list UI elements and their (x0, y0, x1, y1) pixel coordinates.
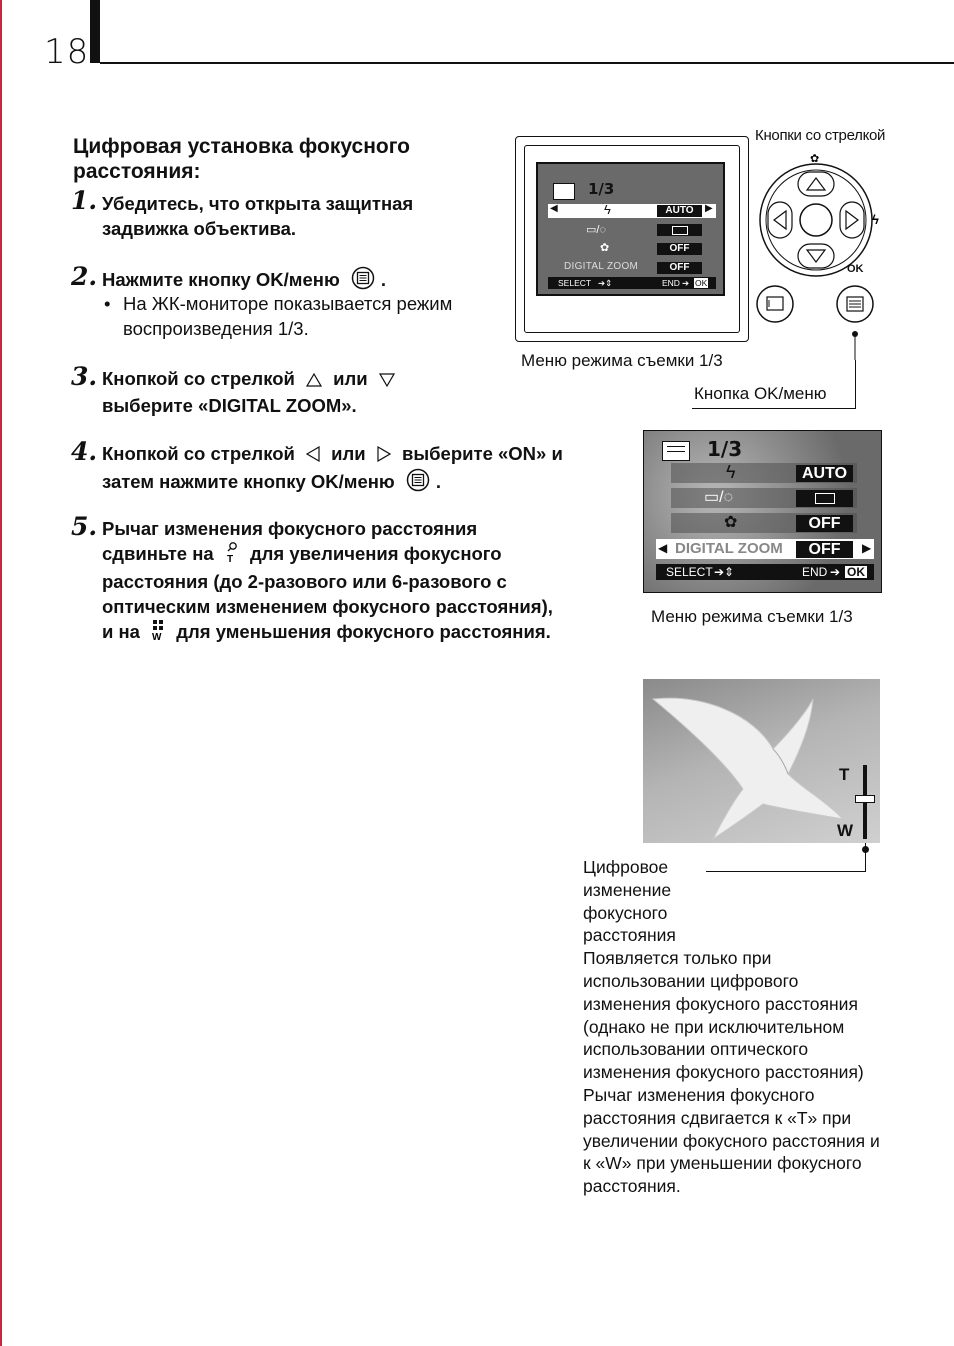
menu-page-indicator: 1/3 (588, 180, 615, 198)
step-3-text (102, 366, 482, 418)
end-label: END (662, 278, 680, 288)
zoom-wide-icon (151, 619, 165, 647)
small-lcd-screen (536, 162, 725, 296)
step-4-or: или (331, 443, 366, 464)
flash-value: AUTO (657, 205, 702, 217)
digital-zoom-value: OFF (796, 541, 853, 558)
arrow-pad[interactable] (760, 164, 872, 276)
header-bar (90, 0, 100, 63)
step-3-text-b: выберите «DIGITAL ZOOM». (102, 394, 357, 416)
ok-text-label: OK (847, 263, 864, 275)
zoom-t-label: T (839, 765, 850, 784)
zoom-tele-icon (225, 541, 239, 569)
menu-icon (553, 183, 575, 200)
drive-selftimer-icon: ▭/◌ (704, 489, 734, 506)
small-lcd-caption: Меню режима съемки 1/3 (521, 351, 723, 370)
macro-value: OFF (657, 243, 702, 255)
seagull-photo (643, 679, 880, 843)
step-1-number: 1. (71, 186, 98, 215)
arrow-pad-diagram (752, 150, 887, 360)
ok-badge: OK (695, 278, 708, 288)
digital-zoom-desc-title: Цифровое изменение фокусного расстояния (583, 857, 676, 946)
ok-badge: OK (847, 565, 865, 579)
flash-icon: ϟ (604, 202, 611, 217)
section-title: Цифровая установка фокусного расстояния: (73, 135, 411, 183)
macro-icon: ✿ (810, 153, 820, 165)
flash-icon: ϟ (726, 462, 736, 482)
ok-callout-line (855, 360, 856, 408)
select-label: SELECT (666, 565, 713, 579)
step-5-text-c: для уменьшения фокусного расстояния. (176, 621, 551, 643)
menu-left-arrow-icon: ◀ (658, 541, 668, 555)
step-2-bullet-text: На ЖК-мониторе показывается режим воспроизведения 1/3. (123, 293, 453, 339)
select-arrow-icon: ➔⇕ (598, 278, 613, 288)
step-2-text-b: . (380, 268, 387, 290)
display-button[interactable] (757, 286, 793, 322)
flash-value: AUTO (796, 465, 853, 482)
macro-icon: ✿ (724, 514, 738, 531)
zoom-bar-indicator (855, 795, 875, 803)
step-2-text-a: Нажмите кнопку OK/меню (102, 268, 340, 290)
step-4-text (102, 441, 572, 498)
menu-left-arrow-icon: ◀ (550, 203, 558, 214)
drive-selftimer-icon: ▭/◌ (586, 224, 606, 236)
photo-callout-dot (862, 846, 869, 853)
page-edge-line (0, 0, 2, 1346)
select-arrow-icon: ➔⇕ (714, 565, 735, 579)
step-5-text (102, 516, 567, 647)
step-5-number: 5. (71, 512, 98, 541)
menu-footer (548, 277, 716, 289)
bullet-dot: • (104, 293, 111, 314)
step-3-number: 3. (71, 362, 98, 391)
header-rule (100, 62, 954, 64)
ok-menu-button[interactable] (837, 286, 873, 322)
digital-zoom-label: DIGITAL ZOOM (564, 261, 639, 272)
select-label: SELECT (558, 278, 592, 288)
flash-icon: ϟ (872, 212, 879, 227)
menu-icon (662, 441, 690, 461)
digital-zoom-label: DIGITAL ZOOM (675, 540, 783, 557)
large-menu-screen (643, 430, 882, 593)
arrow-up-icon (306, 368, 322, 393)
digital-zoom-value: OFF (657, 262, 702, 274)
macro-icon: ✿ (600, 242, 610, 254)
large-menu-caption: Меню режима съемки 1/3 (651, 607, 853, 626)
menu-right-arrow-icon: ▶ (862, 541, 872, 555)
end-arrow-icon: ➔ (682, 278, 690, 288)
ok-menu-icon (406, 468, 430, 498)
step-2-number: 2. (71, 262, 98, 291)
menu-right-arrow-icon: ▶ (705, 203, 713, 214)
zoom-bar (863, 765, 867, 839)
ok-menu-button-label: Кнопка OK/меню (694, 384, 827, 403)
digital-zoom-description (583, 856, 883, 1198)
zoom-w-label: W (837, 821, 854, 840)
arrow-right-icon (377, 443, 391, 468)
arrow-down-icon (379, 368, 395, 393)
digital-zoom-desc-body: Появляется только при использовании цифрового изменения фокусного расстояния (однако не при исключительном использовании оптического изменения фокусного расстояния) Рычаг изменения фокусного расстояния сдвигается к «T» при увеличении фокусного расстояния и к «W» при уменьшении фокусного расстояния. (583, 948, 880, 1197)
svg-text:T: T (226, 554, 233, 564)
step-4-text-b: выберите «ON» и затем нажмите кнопку OK/меню (102, 443, 563, 492)
step-5-text-b: для увеличения фокусного расстояния (до 2-разового или 6-разового с оптическим изменением фокусного расстояния), и на (102, 543, 553, 643)
step-3-or: или (333, 368, 368, 389)
arrow-left-icon (306, 443, 320, 468)
step-4-text-a: Кнопкой со стрелкой (102, 443, 295, 464)
step-3-text-a: Кнопкой со стрелкой (102, 368, 295, 389)
seagull-image (643, 679, 880, 843)
ok-callout-underline (692, 408, 856, 409)
arrow-buttons-label: Кнопки со стрелкой (755, 127, 886, 144)
menu-footer (656, 564, 874, 580)
step-5-text-a: Рычаг изменения фокусного расстояния сдвиньте на (102, 518, 478, 564)
drive-value-box (796, 490, 853, 507)
end-arrow-icon: ➔ (830, 565, 841, 579)
drive-value-box (657, 224, 702, 236)
step-1-text: Убедитесь, что открыта защитная задвижка объектива. (102, 193, 414, 239)
step-4-text-c: . (435, 470, 442, 492)
step-4-number: 4. (71, 437, 98, 466)
step-2-bullet (104, 291, 464, 341)
page-number: 18 (44, 32, 90, 72)
end-label: END (802, 565, 828, 579)
macro-value: OFF (796, 515, 853, 532)
menu-page-indicator: 1/3 (707, 437, 743, 461)
svg-text:W: W (152, 632, 162, 642)
